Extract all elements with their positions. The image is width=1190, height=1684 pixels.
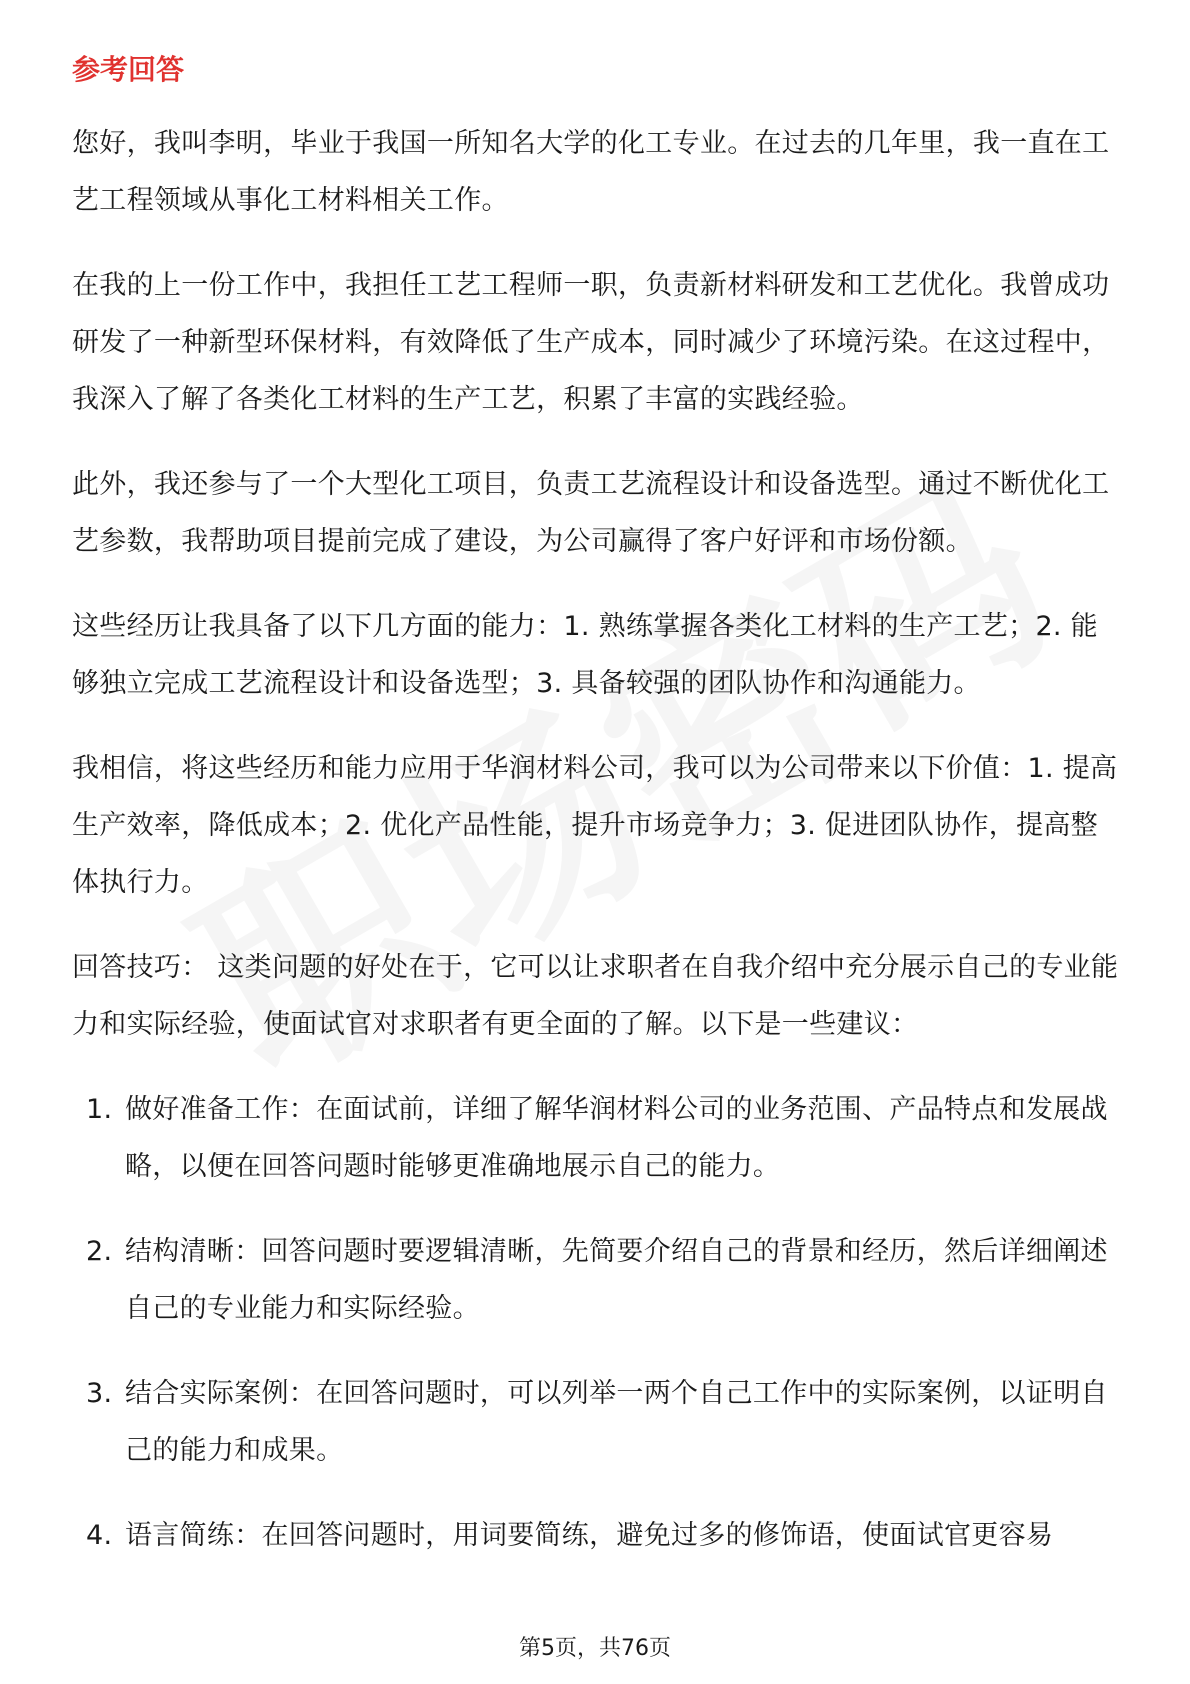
- answer-paragraph-abilities: 这些经历让我具备了以下几方面的能力：1. 熟练掌握各类化工材料的生产工艺；2. 能够独立完成工艺流程设计和设备选型；3. 具备较强的团队协作和沟通能力。: [72, 611, 1098, 699]
- list-item-text: 结合实际案例：在回答问题时，可以列举一两个自己工作中的实际案例，以证明自己的能力和成果。: [125, 1378, 1108, 1466]
- answer-paragraph-intro: 您好，我叫李明，毕业于我国一所知名大学的化工专业。在过去的几年里，我一直在工艺工程领域从事化工材料相关工作。: [72, 128, 1110, 216]
- list-item-text: 语言简练：在回答问题时，用词要简练，避免过多的修饰语，使面试官更容易: [125, 1520, 1054, 1551]
- tips-list: [72, 1081, 1122, 1564]
- list-item-number: 1.: [86, 1094, 113, 1125]
- answer-paragraph-value: 我相信，将这些经历和能力应用于华润材料公司，我可以为公司带来以下价值：1. 提高生产效率，降低成本；2. 优化产品性能，提升市场竞争力；3. 促进团队协作，提高整体执行力。: [72, 753, 1118, 898]
- list-item-text: 结构清晰：回答问题时要逻辑清晰，先简要介绍自己的背景和经历，然后详细阐述自己的专业能力和实际经验。: [125, 1236, 1108, 1324]
- list-item: [72, 1507, 1122, 1564]
- section-title: 参考回答: [72, 53, 185, 86]
- answer-paragraph-previous-job: 在我的上一份工作中，我担任工艺工程师一职，负责新材料研发和工艺优化。我曾成功研发了一种新型环保材料，有效降低了生产成本，同时减少了环境污染。在这过程中，我深入了解了各类化工材料的生产工艺，积累了丰富的实践经验。: [72, 270, 1110, 415]
- list-item-text: 做好准备工作：在面试前，详细了解华润材料公司的业务范围、产品特点和发展战略，以便在回答问题时能够更准确地展示自己的能力。: [125, 1094, 1108, 1182]
- list-item: [72, 1223, 1122, 1337]
- list-item-number: 4.: [86, 1520, 113, 1551]
- list-item: [72, 1365, 1122, 1479]
- list-item-number: 3.: [86, 1378, 113, 1409]
- page-footer: 第5页，共76页: [519, 1636, 671, 1661]
- answer-tips-intro: 回答技巧： 这类问题的好处在于，它可以让求职者在自我介绍中充分展示自己的专业能力和实际经验，使面试官对求职者有更全面的了解。以下是一些建议：: [72, 952, 1119, 1040]
- answer-paragraph-project: 此外，我还参与了一个大型化工项目，负责工艺流程设计和设备选型。通过不断优化工艺参数，我帮助项目提前完成了建设，为公司赢得了客户好评和市场份额。: [72, 469, 1110, 557]
- answer-content: [72, 115, 1122, 1592]
- list-item: [72, 1081, 1122, 1195]
- list-item-number: 2.: [86, 1236, 113, 1267]
